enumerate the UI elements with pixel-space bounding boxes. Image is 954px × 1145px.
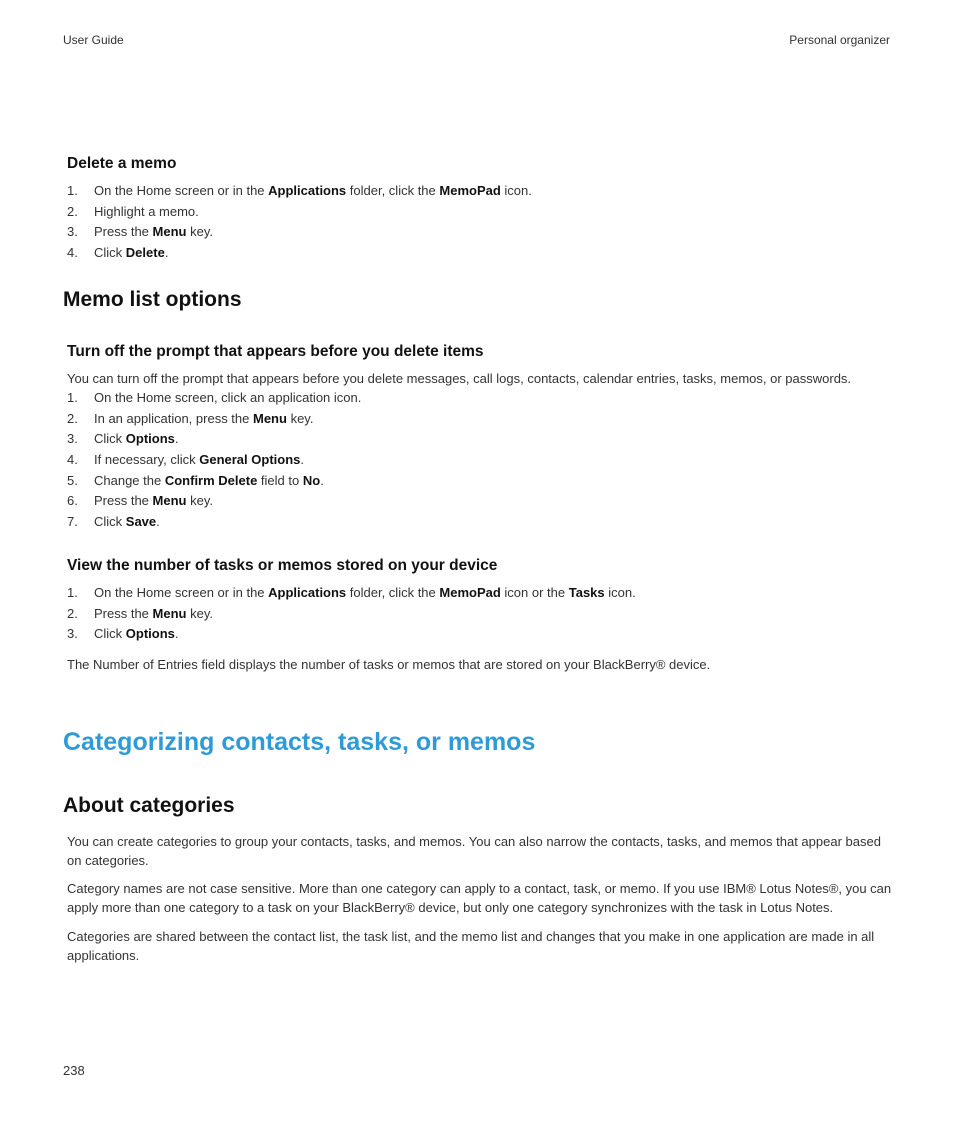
ui-term: Menu bbox=[253, 410, 287, 426]
step-number: 3. bbox=[67, 626, 78, 642]
ui-term: Options bbox=[125, 626, 175, 642]
step-item bbox=[67, 604, 897, 625]
ui-term: No bbox=[302, 472, 321, 488]
step-item bbox=[67, 243, 897, 264]
steps-turn-off-prompt bbox=[67, 388, 897, 533]
heading-delete-memo: Delete a memo bbox=[67, 155, 177, 172]
running-header-right: Personal organizer bbox=[789, 33, 890, 47]
heading-view-number: View the number of tasks or memos stored on your device bbox=[67, 557, 498, 574]
step-item bbox=[67, 583, 897, 604]
ui-term: MemoPad bbox=[439, 183, 501, 198]
heading-memo-list-options: Memo list options bbox=[63, 288, 242, 311]
ui-term: Menu bbox=[152, 605, 187, 621]
heading-about-categories: About categories bbox=[63, 794, 235, 817]
ui-term: Tasks bbox=[568, 585, 605, 600]
step-item bbox=[67, 202, 897, 223]
step-number: 6. bbox=[67, 493, 78, 509]
step-number: 2. bbox=[67, 410, 78, 426]
step-item bbox=[67, 512, 897, 533]
step-item bbox=[67, 409, 897, 430]
ui-term: MemoPad bbox=[439, 585, 501, 600]
steps-delete-memo bbox=[67, 181, 897, 264]
step-text: Press the Menu key. bbox=[94, 224, 213, 240]
step-text: Press the Menu key. bbox=[94, 605, 213, 621]
chapter-title-categorizing: Categorizing contacts, tasks, or memos bbox=[63, 728, 536, 756]
step-item bbox=[67, 388, 897, 409]
intro-turn-off-prompt: You can turn off the prompt that appears before you delete messages, call logs, contacts, calendar entries, tasks, memos, or passwords. bbox=[67, 371, 852, 386]
step-number: 2. bbox=[67, 203, 78, 219]
step-text: Click Save. bbox=[94, 514, 160, 530]
step-text: Press the Menu key. bbox=[94, 493, 213, 509]
step-number: 1. bbox=[67, 183, 78, 198]
step-text: On the Home screen, click an application icon. bbox=[94, 390, 362, 405]
step-item bbox=[67, 491, 897, 512]
step-text: On the Home screen or in the Applications folder, click the MemoPad icon. bbox=[94, 183, 532, 198]
step-number: 1. bbox=[67, 390, 78, 405]
step-item bbox=[67, 222, 897, 243]
running-header-left: User Guide bbox=[63, 33, 124, 47]
ui-term: Save bbox=[125, 514, 157, 530]
ui-term: Menu bbox=[152, 224, 187, 240]
step-text: Highlight a memo. bbox=[94, 203, 199, 219]
steps-view-number bbox=[67, 583, 897, 645]
step-item bbox=[67, 624, 897, 645]
ui-term: General Options bbox=[199, 452, 301, 468]
paragraph-about-categories-3: Categories are shared between the contact list, the task list, and the memo list and changes that you make in one application are made in all applications. bbox=[67, 929, 875, 963]
page-number: 238 bbox=[63, 1063, 85, 1078]
ui-term: Options bbox=[125, 431, 175, 447]
step-item bbox=[67, 181, 897, 202]
step-number: 4. bbox=[67, 452, 78, 468]
step-text: In an application, press the Menu key. bbox=[94, 410, 314, 426]
step-text: On the Home screen or in the Applications folder, click the MemoPad icon or the Tasks icon. bbox=[94, 585, 636, 600]
step-item bbox=[67, 471, 897, 492]
note-view-number: The Number of Entries field displays the number of tasks or memos that are stored on your BlackBerry® device. bbox=[67, 657, 711, 672]
step-number: 5. bbox=[67, 472, 78, 488]
step-number: 3. bbox=[67, 224, 78, 240]
ui-term: Menu bbox=[152, 493, 187, 509]
step-text: Change the Confirm Delete field to No. bbox=[94, 472, 324, 488]
paragraph-about-categories-2: Category names are not case sensitive. More than one category can apply to a contact, task, or memo. If you use IBM® Lotus Notes®, you can apply more than one category to a task on your BlackBerry® device, but only one category synchronizes with the task in Lotus Notes. bbox=[67, 881, 892, 915]
ui-term: Applications bbox=[268, 585, 347, 600]
paragraph-about-categories-1: You can create categories to group your contacts, tasks, and memos. You can also narrow the contacts, tasks, and memos that appear based on categories. bbox=[67, 834, 881, 868]
step-number: 2. bbox=[67, 605, 78, 621]
heading-turn-off-prompt: Turn off the prompt that appears before you delete items bbox=[67, 343, 484, 360]
ui-term: Delete bbox=[125, 245, 165, 261]
ui-term: Confirm Delete bbox=[164, 472, 258, 488]
step-text: If necessary, click General Options. bbox=[94, 452, 304, 468]
step-item bbox=[67, 450, 897, 471]
step-number: 7. bbox=[67, 514, 78, 530]
step-number: 4. bbox=[67, 245, 78, 261]
step-text: Click Options. bbox=[94, 626, 179, 642]
step-number: 1. bbox=[67, 585, 78, 600]
step-number: 3. bbox=[67, 431, 78, 447]
step-text: Click Delete. bbox=[94, 245, 169, 261]
ui-term: Applications bbox=[268, 183, 347, 198]
step-text: Click Options. bbox=[94, 431, 179, 447]
step-item bbox=[67, 429, 897, 450]
